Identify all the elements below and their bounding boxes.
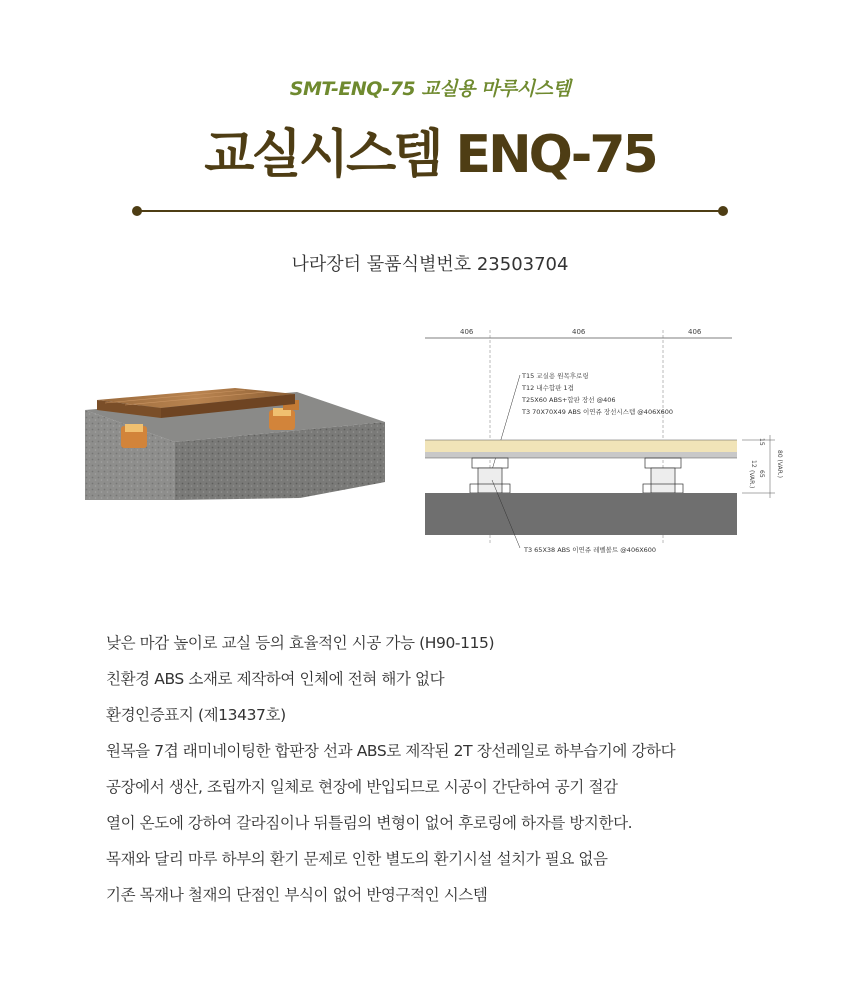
feature-item: 원목을 7겹 래미네이팅한 합판장 선과 ABS로 제작된 2T 장선레일로 하부습기에 강하다 xyxy=(106,742,676,760)
feature-item: 친환경 ABS 소재로 제작하여 인체에 전혀 해가 없다 xyxy=(106,670,445,688)
feature-item: 환경인증표지 (제13437호) xyxy=(106,706,286,724)
section-pedestal-right xyxy=(643,458,683,493)
product-title: 교실시스템 ENQ-75 xyxy=(204,125,656,185)
divider-line xyxy=(137,210,723,212)
title-divider xyxy=(132,206,728,216)
procurement-id: 나라장터 물품식별번호 23503704 xyxy=(291,254,569,275)
product-subtitle: SMT-ENQ-75 교실용 마루시스템 xyxy=(289,78,571,100)
bottom-label: T3 65X38 ABS 이연쥬 레벨볼트 @406X600 xyxy=(524,546,657,554)
concrete-base xyxy=(425,493,737,535)
dim-label: 406 xyxy=(460,328,474,336)
floor-system-render xyxy=(85,380,385,500)
section-pedestal-left xyxy=(470,458,510,493)
feature-item: 기존 목재나 철재의 단점인 부식이 없어 반영구적인 시스템 xyxy=(106,886,488,904)
dim-label: 406 xyxy=(688,328,702,336)
side-dim: 15 xyxy=(758,438,765,446)
divider-dot-right xyxy=(718,206,728,216)
pedestal-left-cap xyxy=(125,424,143,432)
side-dim: 80 (VAR.) xyxy=(776,450,783,478)
feature-list xyxy=(106,628,675,916)
feature-item: 공장에서 생산, 조립까지 일체로 현장에 반입되므로 시공이 간단하여 공기 절감 xyxy=(106,778,618,796)
layer-label: T12 내수합판 1겹 xyxy=(522,384,574,392)
layer-label: T15 교실용 원목후로링 xyxy=(522,372,589,380)
plywood-layer xyxy=(425,452,737,458)
layer-label: T25X60 ABS+합판 장선 @406 xyxy=(522,396,616,404)
side-dim: 12 xyxy=(750,460,757,468)
side-dim: 65 xyxy=(758,470,765,478)
layer-label: T3 70X70X49 ABS 이연쥬 장선시스템 @406X600 xyxy=(522,408,674,416)
feature-item: 열이 온도에 강하여 갈라짐이나 뒤틀림의 변형이 없어 후로링에 하자를 방지한다. xyxy=(106,814,633,832)
feature-item: 낮은 마감 높이로 교실 등의 효율적인 시공 가능 (H90-115) xyxy=(106,634,495,652)
side-dim: (VAR.) xyxy=(748,470,755,489)
section-drawing xyxy=(420,320,790,570)
flooring-layer xyxy=(425,440,737,452)
divider-dot-left xyxy=(132,206,142,216)
feature-item: 목재와 달리 마루 하부의 환기 문제로 인한 별도의 환기시설 설치가 필요 없음 xyxy=(106,850,608,868)
dim-label: 406 xyxy=(572,328,586,336)
